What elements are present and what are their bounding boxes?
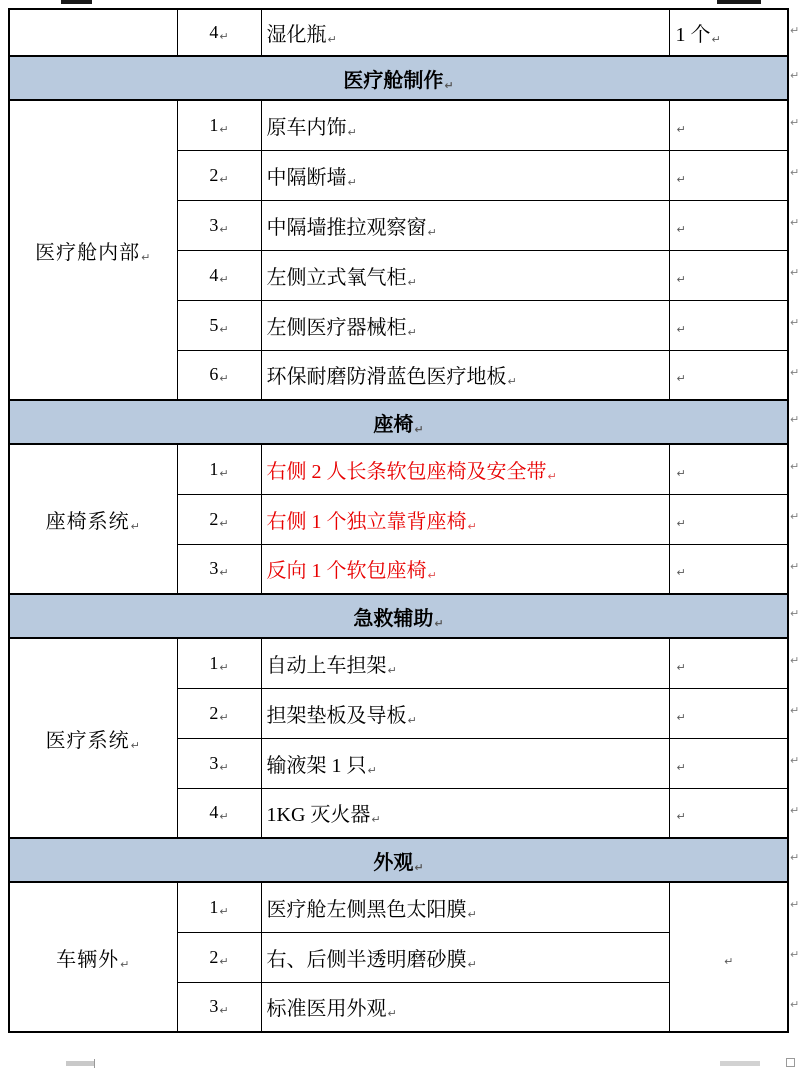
row-item-label: 左侧立式氧气柜 <box>266 266 407 289</box>
end-of-cell-mark: ↵ <box>676 172 686 186</box>
end-of-cell-mark: ↵ <box>219 516 229 530</box>
section-band-label: 外观 <box>373 851 414 874</box>
clipped-row-remnant-right <box>717 0 761 4</box>
row-item-cell[interactable] <box>261 200 669 250</box>
end-of-cell-mark: ↵ <box>414 422 424 436</box>
end-of-cell-mark: ↵ <box>676 222 686 236</box>
end-of-cell-mark: ↵ <box>219 566 229 580</box>
row-index-cell[interactable] <box>177 9 261 56</box>
row-item-cell[interactable] <box>261 788 669 838</box>
row-item-label: 反向 1 个软包座椅 <box>266 560 427 583</box>
section-band-label: 急救辅助 <box>353 607 434 630</box>
end-of-row-mark: ↵ <box>790 69 800 82</box>
row-item-cell[interactable] <box>261 350 669 400</box>
row-index-label: 3 <box>209 996 219 1017</box>
row-item-label: 标准医用外观 <box>266 998 387 1021</box>
end-of-cell-mark: ↵ <box>444 78 454 92</box>
clipped-bottom-tick <box>94 1059 95 1068</box>
end-of-row-mark: ↵ <box>790 607 800 620</box>
section-group-label: 医疗舱内部 <box>35 241 141 264</box>
section-band-cell[interactable] <box>9 56 788 100</box>
row-index-label: 1 <box>209 458 219 479</box>
end-of-cell-mark: ↵ <box>407 275 417 289</box>
row-item-label: 自动上车担架 <box>266 654 387 677</box>
end-of-cell-mark: ↵ <box>427 225 437 239</box>
row-index-cell[interactable] <box>177 982 261 1032</box>
row-qty-cell[interactable] <box>669 788 788 838</box>
clipped-row-remnant-left <box>61 0 92 4</box>
end-of-cell-mark: ↵ <box>387 1007 397 1021</box>
clipped-bottom-remnant-right <box>720 1061 760 1066</box>
row-index-label: 6 <box>209 364 219 385</box>
end-of-cell-mark: ↵ <box>130 519 141 533</box>
section-band-cell[interactable] <box>9 400 788 444</box>
end-of-cell-mark: ↵ <box>676 372 686 386</box>
end-of-cell-mark: ↵ <box>676 760 686 774</box>
end-of-cell-mark: ↵ <box>219 954 229 968</box>
end-of-cell-mark: ↵ <box>407 713 417 727</box>
end-of-cell-mark: ↵ <box>219 710 229 724</box>
end-of-cell-mark: ↵ <box>676 516 686 530</box>
end-of-cell-mark: ↵ <box>371 813 381 827</box>
section-group-label: 座椅系统 <box>45 510 130 533</box>
table-row <box>9 9 788 56</box>
end-of-cell-mark: ↵ <box>676 272 686 286</box>
end-of-cell-mark: ↵ <box>407 325 417 339</box>
row-item-label: 湿化瓶 <box>266 24 327 46</box>
end-of-cell-mark: ↵ <box>724 954 734 968</box>
row-qty-cell[interactable] <box>669 444 788 494</box>
section-band-row <box>9 400 788 444</box>
end-of-row-mark: ↵ <box>790 316 800 329</box>
end-of-cell-mark: ↵ <box>676 466 686 480</box>
row-index-label: 1 <box>209 114 219 135</box>
end-of-cell-mark: ↵ <box>219 122 229 136</box>
section-band-label: 医疗舱制作 <box>343 69 444 92</box>
row-index-cell[interactable] <box>177 932 261 982</box>
row-item-cell[interactable] <box>261 444 669 494</box>
row-qty-cell[interactable] <box>669 350 788 400</box>
end-of-row-mark: ↵ <box>790 266 800 279</box>
row-qty-cell[interactable] <box>669 688 788 738</box>
row-index-label: 1 <box>209 652 219 673</box>
row-qty-cell[interactable] <box>669 882 788 1032</box>
row-item-cell[interactable] <box>261 932 669 982</box>
row-item-cell[interactable] <box>261 688 669 738</box>
end-of-cell-mark: ↵ <box>507 375 517 389</box>
end-of-cell-mark: ↵ <box>219 272 229 286</box>
end-of-row-mark: ↵ <box>790 654 800 667</box>
row-item-label: 中隔墙推拉观察窗 <box>266 216 427 239</box>
row-index-label: 3 <box>209 558 219 579</box>
end-of-row-mark: ↵ <box>790 804 800 817</box>
end-of-cell-mark: ↵ <box>427 569 437 583</box>
row-index-cell[interactable] <box>177 150 261 200</box>
row-index-cell[interactable] <box>177 494 261 544</box>
row-index-label: 2 <box>209 946 219 967</box>
row-index-label: 2 <box>209 508 219 529</box>
row-item-label: 右、后侧半透明磨砂膜 <box>266 948 467 971</box>
end-of-cell-mark: ↵ <box>219 30 229 43</box>
table-row <box>9 882 788 932</box>
end-of-row-mark: ↵ <box>790 413 800 426</box>
section-band-row <box>9 56 788 100</box>
row-qty-cell[interactable] <box>669 494 788 544</box>
end-of-row-mark: ↵ <box>790 166 800 179</box>
row-index-cell[interactable] <box>177 544 261 594</box>
spec-table-body <box>9 9 788 1032</box>
row-index-label: 3 <box>209 752 219 773</box>
row-item-cell[interactable] <box>261 9 669 56</box>
end-of-row-mark: ↵ <box>790 116 800 129</box>
row-index-label: 4 <box>209 802 219 823</box>
row-item-cell[interactable] <box>261 150 669 200</box>
end-of-cell-mark: ↵ <box>219 322 229 336</box>
end-of-row-mark: ↵ <box>790 948 800 961</box>
row-item-cell[interactable] <box>261 250 669 300</box>
row-qty-cell[interactable] <box>669 300 788 350</box>
end-of-row-mark: ↵ <box>790 754 800 767</box>
end-of-cell-mark: ↵ <box>219 810 229 824</box>
row-qty-cell[interactable] <box>669 200 788 250</box>
end-of-cell-mark: ↵ <box>219 172 229 186</box>
section-band-label: 座椅 <box>373 413 414 436</box>
row-index-label: 2 <box>209 164 219 185</box>
row-index-cell[interactable] <box>177 788 261 838</box>
end-of-cell-mark: ↵ <box>141 250 152 264</box>
row-index-cell[interactable] <box>177 250 261 300</box>
row-index-cell[interactable] <box>177 444 261 494</box>
row-index-cell[interactable] <box>177 300 261 350</box>
end-of-cell-mark: ↵ <box>347 125 357 139</box>
row-qty-cell[interactable] <box>669 150 788 200</box>
table-row <box>9 638 788 688</box>
group-cell[interactable] <box>9 9 177 56</box>
table-resize-handle[interactable] <box>786 1058 795 1067</box>
row-item-cell[interactable] <box>261 494 669 544</box>
end-of-row-mark: ↵ <box>790 998 800 1011</box>
row-index-label: 3 <box>209 214 219 235</box>
row-item-cell[interactable] <box>261 882 669 932</box>
end-of-cell-mark: ↵ <box>467 957 477 971</box>
table-row <box>9 444 788 494</box>
end-of-row-mark: ↵ <box>790 704 800 717</box>
row-qty-cell[interactable] <box>669 100 788 150</box>
end-of-cell-mark: ↵ <box>219 1004 229 1018</box>
end-of-cell-mark: ↵ <box>676 322 686 336</box>
row-item-cell[interactable] <box>261 544 669 594</box>
section-band-cell[interactable] <box>9 594 788 638</box>
row-index-cell[interactable] <box>177 100 261 150</box>
row-item-label: 输液架 1 只 <box>266 754 367 777</box>
section-band-row <box>9 594 788 638</box>
row-index-cell[interactable] <box>177 738 261 788</box>
end-of-cell-mark: ↵ <box>347 175 357 189</box>
row-qty-cell[interactable] <box>669 250 788 300</box>
table-row <box>9 100 788 150</box>
row-index-cell[interactable] <box>177 638 261 688</box>
end-of-cell-mark: ↵ <box>219 660 229 674</box>
section-band-cell[interactable] <box>9 838 788 882</box>
end-of-cell-mark: ↵ <box>120 957 131 971</box>
row-index-label: 4 <box>209 22 219 42</box>
row-item-label: 右侧 2 人长条软包座椅及安全带 <box>266 460 547 483</box>
end-of-row-mark: ↵ <box>790 560 800 573</box>
end-of-cell-mark: ↵ <box>219 760 229 774</box>
row-item-cell[interactable] <box>261 300 669 350</box>
row-index-cell[interactable] <box>177 688 261 738</box>
clipped-bottom-remnant-left <box>66 1061 94 1066</box>
end-of-cell-mark: ↵ <box>219 372 229 386</box>
end-of-row-mark: ↵ <box>790 898 800 911</box>
end-of-cell-mark: ↵ <box>467 907 477 921</box>
section-group-cell[interactable] <box>9 882 177 1032</box>
end-of-cell-mark: ↵ <box>327 33 337 46</box>
end-of-row-mark: ↵ <box>790 23 800 37</box>
end-of-row-mark: ↵ <box>790 216 800 229</box>
row-index-cell[interactable] <box>177 350 261 400</box>
end-of-cell-mark: ↵ <box>219 222 229 236</box>
end-of-cell-mark: ↵ <box>676 660 686 674</box>
end-of-cell-mark: ↵ <box>676 122 686 136</box>
section-group-label: 医疗系统 <box>45 729 130 752</box>
row-item-label: 1KG 灭火器 <box>266 804 371 827</box>
row-item-cell[interactable] <box>261 100 669 150</box>
end-of-cell-mark: ↵ <box>676 566 686 580</box>
row-qty-cell[interactable] <box>669 738 788 788</box>
row-item-cell[interactable] <box>261 638 669 688</box>
row-item-label: 原车内饰 <box>266 116 347 139</box>
end-of-cell-mark: ↵ <box>414 860 424 874</box>
end-of-cell-mark: ↵ <box>367 763 377 777</box>
row-index-label: 5 <box>209 314 219 335</box>
row-qty-label: 1 个 <box>675 24 711 46</box>
section-band-row <box>9 838 788 882</box>
section-group-cell[interactable] <box>9 638 177 838</box>
end-of-cell-mark: ↵ <box>676 710 686 724</box>
spec-table <box>8 8 789 1033</box>
end-of-cell-mark: ↵ <box>219 466 229 480</box>
end-of-cell-mark: ↵ <box>676 810 686 824</box>
section-group-cell[interactable] <box>9 444 177 594</box>
row-qty-cell[interactable] <box>669 9 788 56</box>
row-item-label: 担架垫板及导板 <box>266 704 407 727</box>
row-item-cell[interactable] <box>261 982 669 1032</box>
row-item-label: 医疗舱左侧黑色太阳膜 <box>266 898 467 921</box>
row-item-label: 左侧医疗器械柜 <box>266 316 407 339</box>
end-of-cell-mark: ↵ <box>467 519 477 533</box>
row-item-label: 环保耐磨防滑蓝色医疗地板 <box>266 366 507 389</box>
end-of-row-mark: ↵ <box>790 460 800 473</box>
end-of-row-mark: ↵ <box>790 851 800 864</box>
end-of-row-mark: ↵ <box>790 366 800 379</box>
row-index-cell[interactable] <box>177 200 261 250</box>
row-qty-cell[interactable] <box>669 638 788 688</box>
end-of-cell-mark: ↵ <box>219 904 229 918</box>
end-of-cell-mark: ↵ <box>130 738 141 752</box>
end-of-cell-mark: ↵ <box>547 469 557 483</box>
row-index-label: 2 <box>209 702 219 723</box>
row-qty-cell[interactable] <box>669 544 788 594</box>
row-item-label: 右侧 1 个独立靠背座椅 <box>266 510 467 533</box>
row-index-label: 1 <box>209 896 219 917</box>
row-item-cell[interactable] <box>261 738 669 788</box>
end-of-cell-mark: ↵ <box>387 663 397 677</box>
end-of-row-mark: ↵ <box>790 510 800 523</box>
section-group-label: 车辆外 <box>56 948 120 971</box>
section-group-cell[interactable] <box>9 100 177 400</box>
end-of-cell-mark: ↵ <box>711 33 721 46</box>
row-index-label: 4 <box>209 264 219 285</box>
row-item-label: 中隔断墙 <box>266 166 347 189</box>
end-of-cell-mark: ↵ <box>434 616 444 630</box>
row-index-cell[interactable] <box>177 882 261 932</box>
